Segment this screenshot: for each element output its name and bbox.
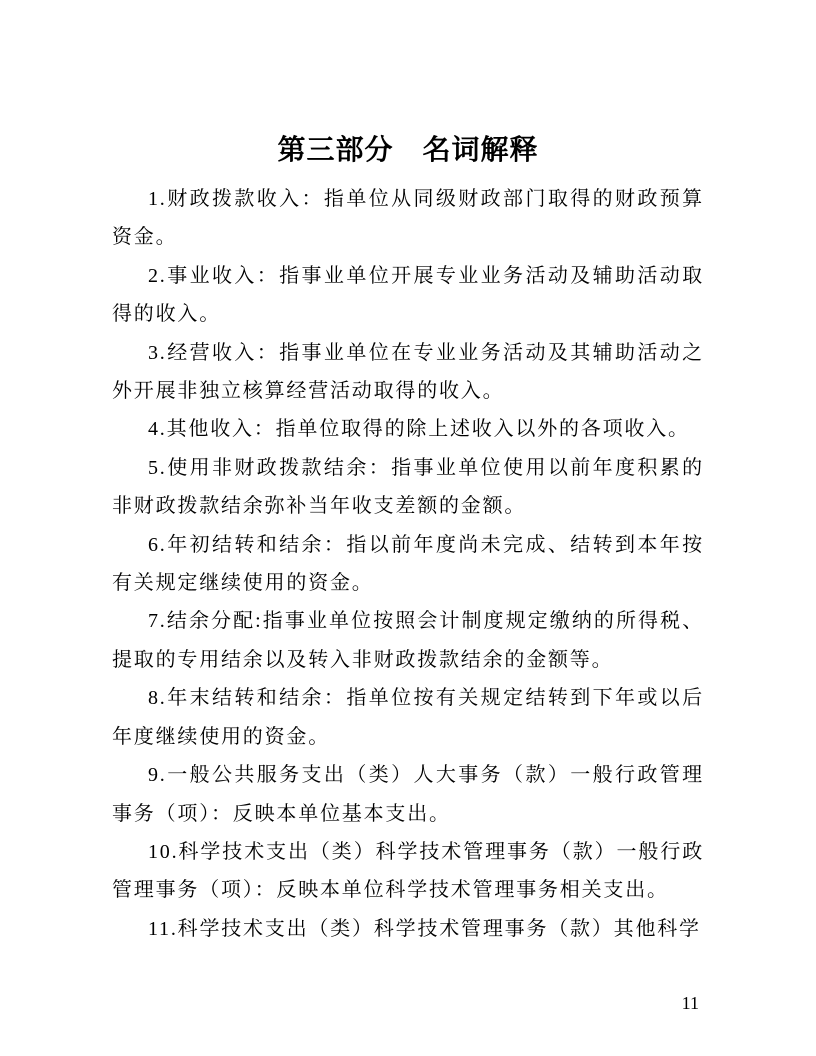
paragraph-5: 5.使用非财政拨款结余：指事业单位使用以前年度积累的非财政拨款结余弥补当年收支差额的金额。 — [112, 456, 704, 518]
paragraph-7: 7.结余分配:指事业单位按照会计制度规定缴纳的所得税、提取的专用结余以及转入非财政拨款结余的金额等。 — [112, 610, 704, 671]
paragraph-11: 11.科学技术支出（类）科学技术管理事务（款）其他科学 — [148, 917, 701, 940]
page-number: 11 — [681, 993, 699, 1013]
page-title: 第三部分 名词解释 — [277, 134, 539, 165]
paragraph-1: 1.财政拨款收入：指单位从同级财政部门取得的财政预算资金。 — [112, 188, 704, 249]
paragraph-8: 8.年末结转和结余：指单位按有关规定结转到下年或以后年度继续使用的资金。 — [112, 687, 704, 748]
paragraph-3: 3.经营收入：指事业单位在专业业务活动及其辅助活动之外开展非独立核算经营活动取得的收入。 — [112, 341, 704, 403]
paragraph-2: 2.事业收入：指事业单位开展专业业务活动及辅助活动取得的收入。 — [112, 264, 704, 326]
document-body — [112, 180, 704, 948]
paragraph-4: 4.其他收入：指单位取得的除上述收入以外的各项收入。 — [148, 418, 690, 441]
paragraph-6: 6.年初结转和结余：指以前年度尚未完成、结转到本年按有关规定继续使用的资金。 — [112, 533, 704, 595]
paragraph-9: 9.一般公共服务支出（类）人大事务（款）一般行政管理事务（项）：反映本单位基本支出。 — [112, 764, 704, 825]
paragraph-10: 10.科学技术支出（类）科学技术管理事务（款）一般行政管理事务（项）：反映本单位科学技术管理事务相关支出。 — [112, 840, 704, 902]
